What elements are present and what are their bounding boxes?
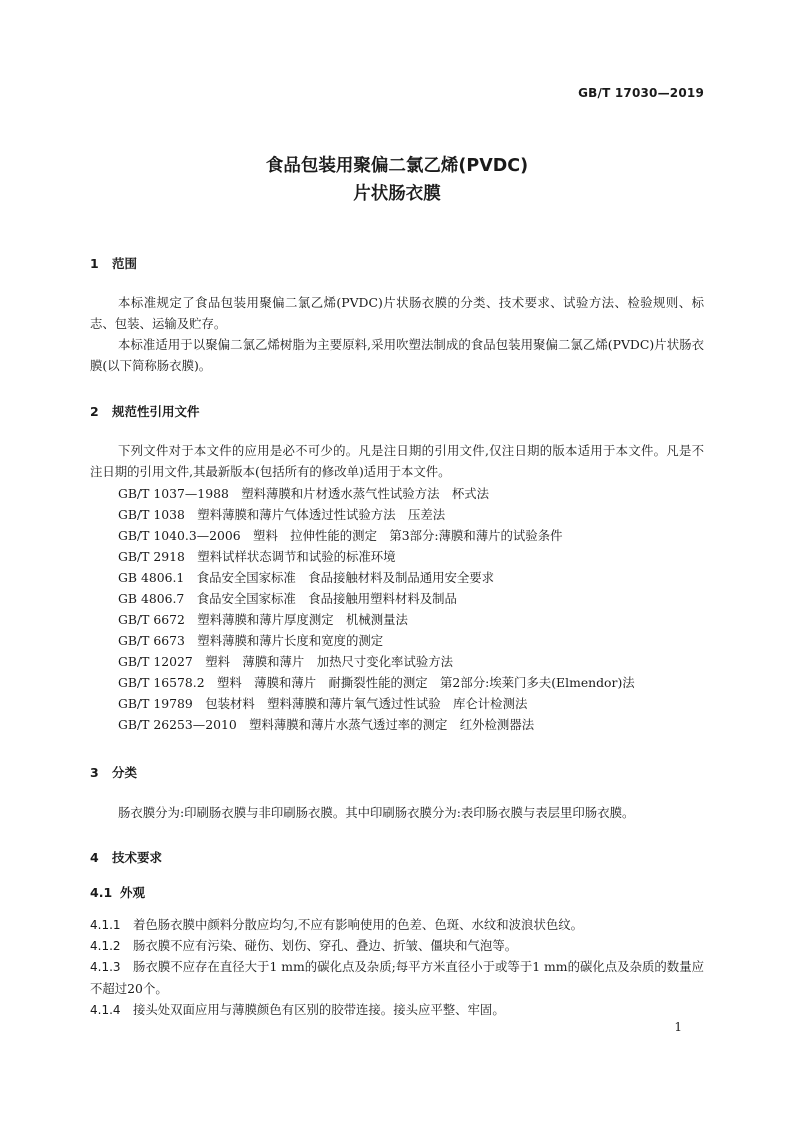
reference-item: GB/T 1038 塑料薄膜和薄片气体透过性试验方法 压差法 <box>118 507 446 522</box>
clause-4-1-4 <box>90 999 704 1021</box>
section-3-paragraph-1: 肠衣膜分为:印刷肠衣膜与非印刷肠衣膜。其中印刷肠衣膜分为:表印肠衣膜与表层里印肠衣膜。 <box>118 805 635 820</box>
section-title: 规范性引用文件 <box>112 404 200 419</box>
reference-item: GB/T 2918 塑料试样状态调节和试验的标准环境 <box>118 549 396 564</box>
reference-item: GB/T 16578.2 塑料 薄膜和薄片 耐撕裂性能的测定 第2部分:埃莱门多夫(Elmendor)法 <box>118 675 635 690</box>
section-number: 1 <box>90 256 99 271</box>
reference-item: GB/T 6673 塑料薄膜和薄片长度和宽度的测定 <box>118 633 384 648</box>
section-1-paragraph-2: 本标准适用于以聚偏二氯乙烯树脂为主要原料,采用吹塑法制成的食品包装用聚偏二氯乙烯(PVDC)片状肠衣膜(以下简称肠衣膜)。 <box>90 337 704 373</box>
reference-item: GB/T 26253—2010 塑料薄膜和薄片水蒸气透过率的测定 红外检测器法 <box>118 717 535 732</box>
section-2-paragraph-1: 下列文件对于本文件的应用是必不可少的。凡是注日期的引用文件,仅注日期的版本适用于本文件。凡是不注日期的引用文件,其最新版本(包括所有的修改单)适用于本文件。 <box>90 443 704 479</box>
section-number: 2 <box>90 404 99 419</box>
reference-item: GB 4806.1 食品安全国家标准 食品接触材料及制品通用安全要求 <box>118 570 495 585</box>
reference-item: GB/T 1040.3—2006 塑料 拉伸性能的测定 第3部分:薄膜和薄片的试验条件 <box>118 528 563 543</box>
page-number: 1 <box>674 1020 682 1034</box>
document-title-line2: 片状肠衣膜 <box>353 184 441 204</box>
reference-item: GB/T 6672 塑料薄膜和薄片厚度测定 机械测量法 <box>118 612 408 627</box>
subsection-4-1-heading <box>90 883 145 901</box>
subsection-number: 4.1 <box>90 885 113 900</box>
section-1-heading <box>90 254 137 272</box>
reference-item: GB 4806.7 食品安全国家标准 食品接触用塑料材料及制品 <box>118 591 457 606</box>
reference-item: GB/T 12027 塑料 薄膜和薄片 加热尺寸变化率试验方法 <box>118 654 454 669</box>
clause-4-1-2 <box>90 935 704 957</box>
section-4-heading <box>90 848 162 866</box>
section-3-heading <box>90 763 137 781</box>
clause-text: 着色肠衣膜中颜料分散应均匀,不应有影响使用的色差、色斑、水纹和波浪状色纹。 <box>133 917 584 932</box>
section-number: 4 <box>90 850 99 865</box>
section-number: 3 <box>90 765 99 780</box>
section-2-heading <box>90 402 200 420</box>
standard-number: GB/T 17030—2019 <box>578 86 704 100</box>
clause-number: 4.1.4 <box>90 1003 121 1017</box>
clause-4-1-3 <box>90 956 704 999</box>
clause-text: 肠衣膜不应存在直径大于1 mm的碳化点及杂质;每平方米直径小于或等于1 mm的碳化点及杂质的数量应不超过20个。 <box>90 959 704 996</box>
document-title-line1: 食品包装用聚偏二氯乙烯(PVDC) <box>265 156 529 176</box>
section-title: 范围 <box>112 256 138 271</box>
subsection-title: 外观 <box>120 885 146 900</box>
clause-text: 肠衣膜不应有污染、碰伤、划伤、穿孔、叠边、折皱、僵块和气泡等。 <box>133 938 518 953</box>
clause-number: 4.1.1 <box>90 918 121 932</box>
reference-item: GB/T 1037—1988 塑料薄膜和片材透水蒸气性试验方法 杯式法 <box>118 486 490 501</box>
section-title: 分类 <box>112 765 138 780</box>
section-title: 技术要求 <box>112 850 163 865</box>
clause-number: 4.1.2 <box>90 939 121 953</box>
reference-item: GB/T 19789 包装材料 塑料薄膜和薄片氧气透过性试验 库仑计检测法 <box>118 696 528 711</box>
section-1-paragraph-1: 本标准规定了食品包装用聚偏二氯乙烯(PVDC)片状肠衣膜的分类、技术要求、试验方法、检验规则、标志、包装、运输及贮存。 <box>90 295 704 331</box>
clause-4-1-1 <box>90 914 704 936</box>
clause-text: 接头处双面应用与薄膜颜色有区别的胶带连接。接头应平整、牢固。 <box>133 1002 505 1017</box>
clause-number: 4.1.3 <box>90 960 121 974</box>
